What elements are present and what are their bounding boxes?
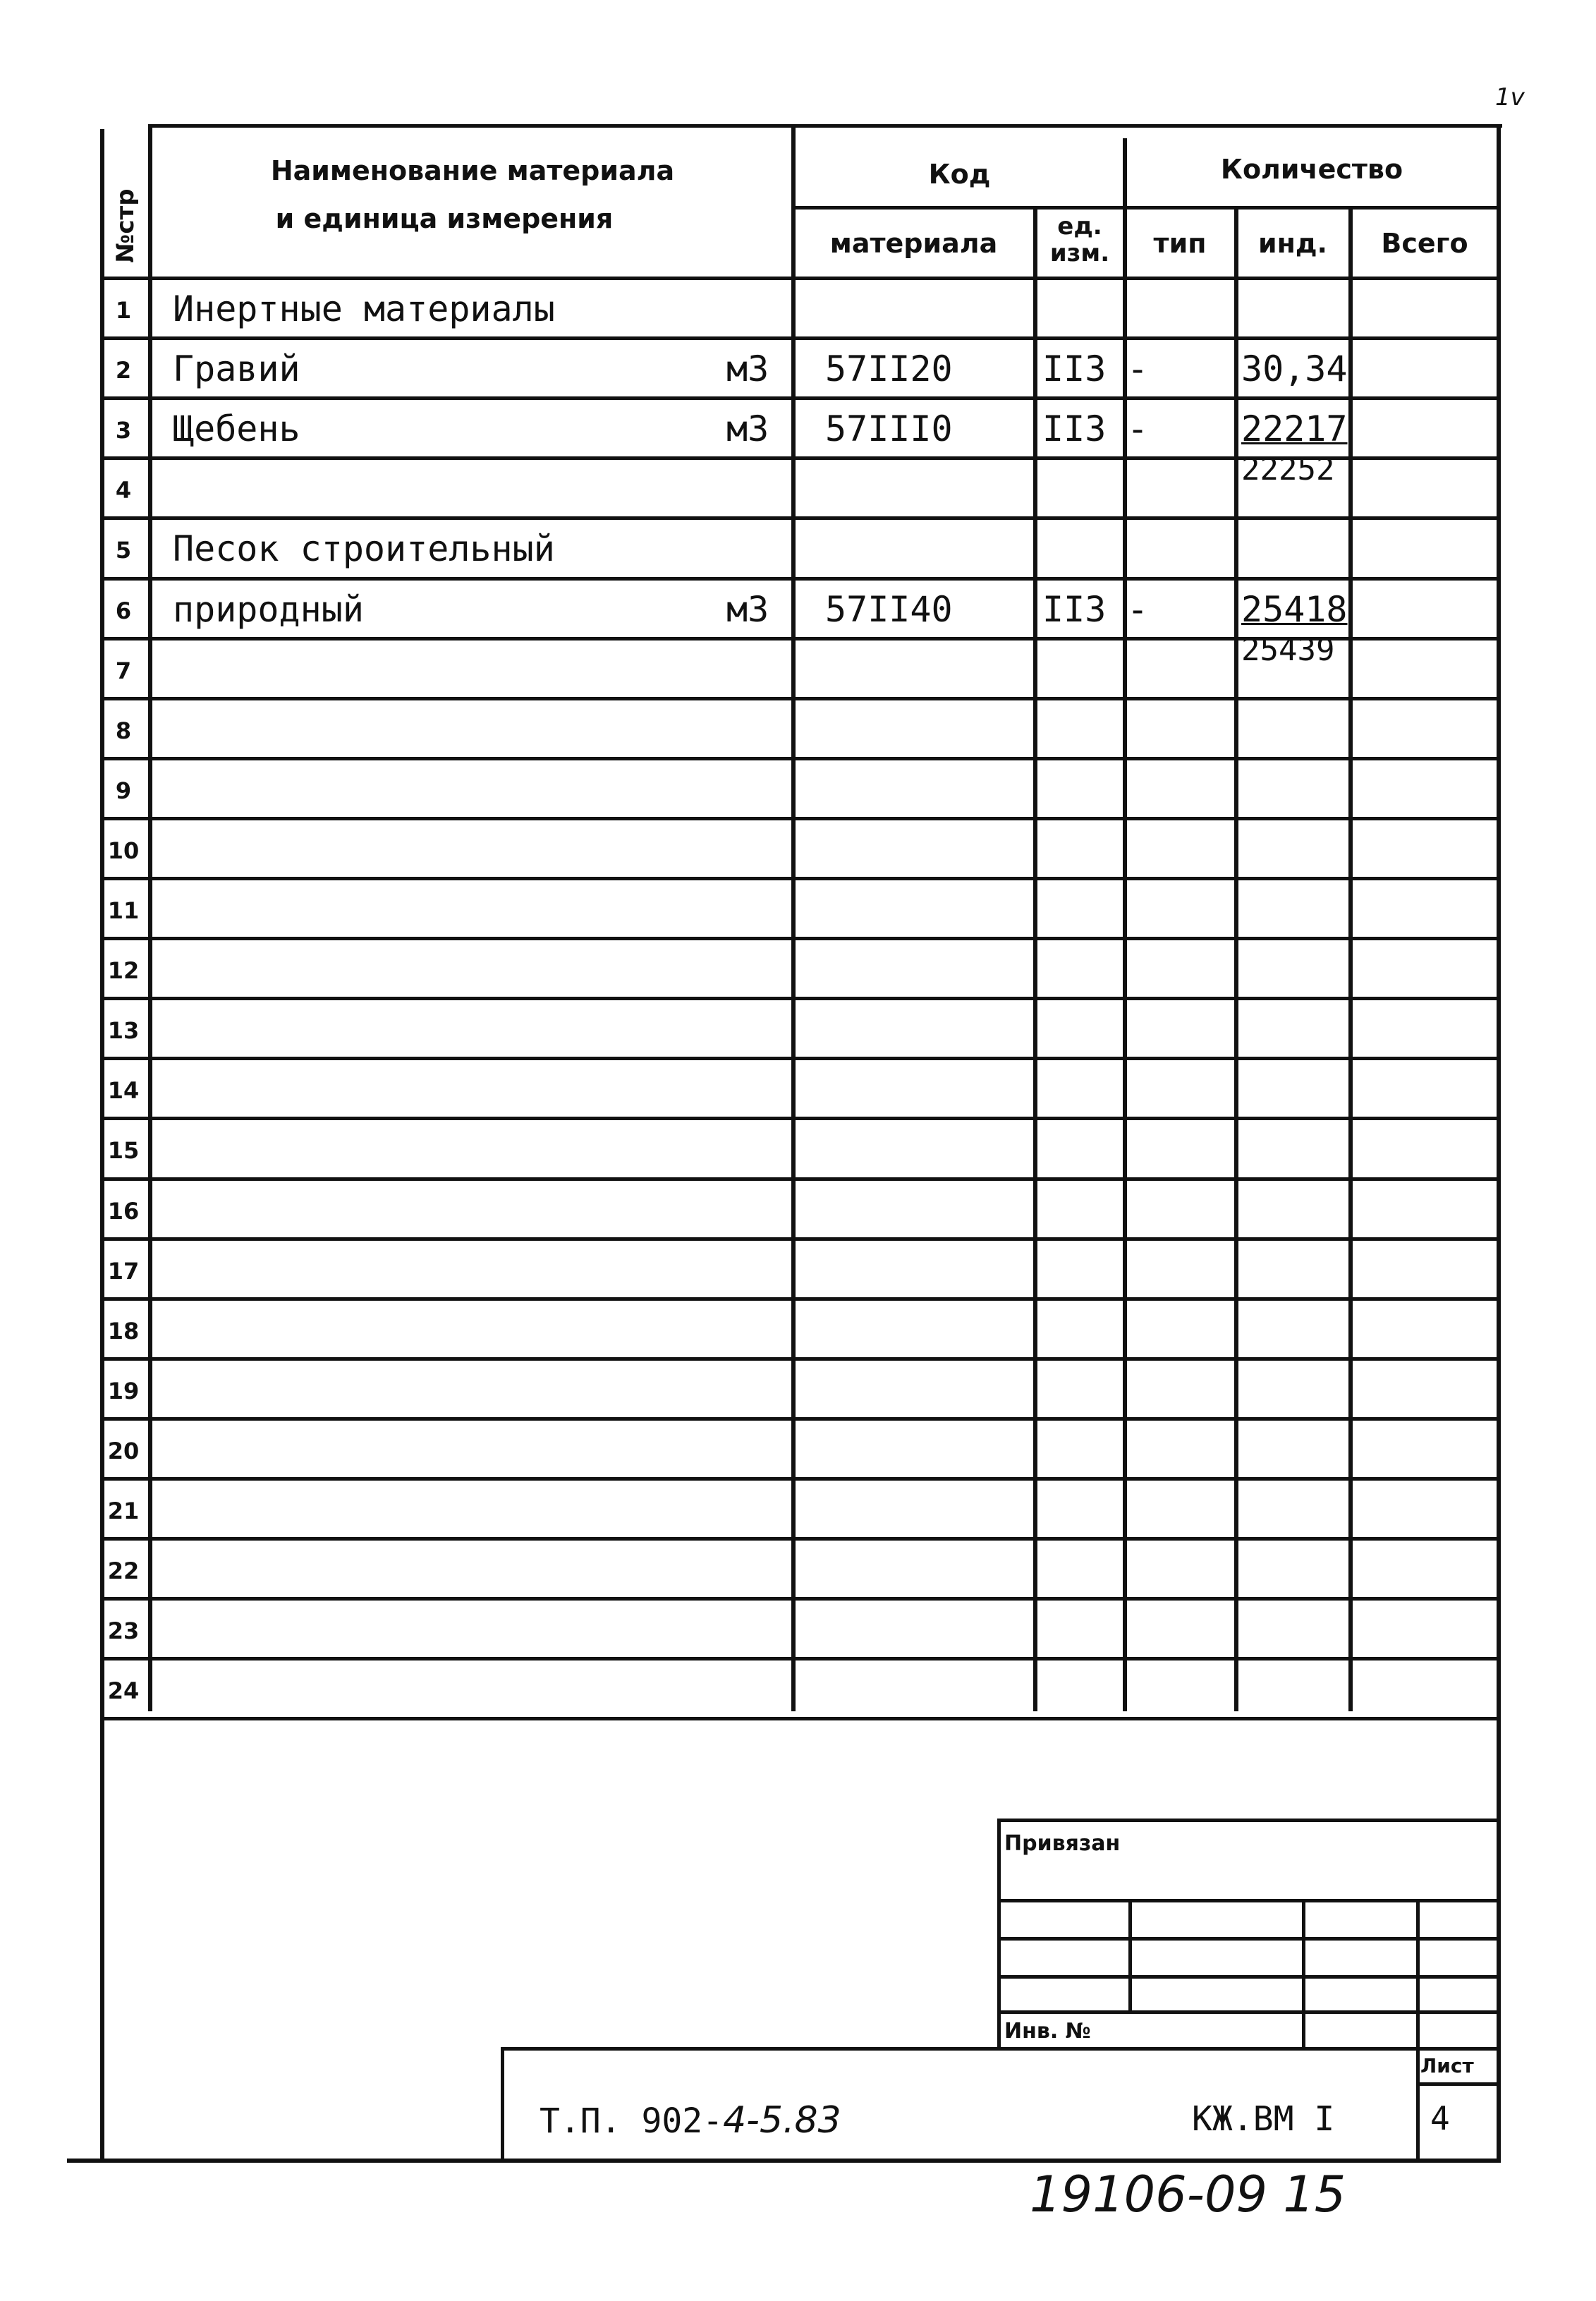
stamp-title-top	[501, 2047, 1497, 2051]
stamp-bound-line1	[997, 1899, 1497, 1902]
cell-name: Инертные материалы	[173, 289, 555, 329]
stamp-project-no: Т.П. 902-4-5.83	[540, 2099, 841, 2142]
cell-measure: II3	[1042, 408, 1107, 450]
header-col-material: материала	[829, 228, 998, 259]
cell-name: Щебень	[173, 408, 300, 450]
row-number: 4	[115, 477, 132, 504]
cell-type: -	[1127, 408, 1149, 450]
header-row-no: №стр	[111, 188, 140, 263]
row-number: 14	[107, 1077, 140, 1105]
row-number: 22	[107, 1558, 140, 1585]
row-number: 1	[115, 297, 132, 324]
row-number: 15	[107, 1137, 140, 1165]
header-col-unit: ед. изм.	[1049, 212, 1110, 267]
stamp-bound-vdiv1	[1128, 1899, 1132, 2012]
cell-code: 57II20	[825, 348, 953, 390]
stamp-title-left	[501, 2047, 504, 2160]
table-row	[100, 1479, 1501, 1539]
row-divider	[100, 1717, 1501, 1720]
row-number: 5	[115, 537, 132, 564]
cell-ind: 25418	[1241, 588, 1348, 630]
cell-unit: м3	[726, 408, 769, 450]
row-number: 23	[107, 1617, 140, 1645]
header-col-total: Всего	[1381, 228, 1468, 259]
row-number: 8	[115, 717, 132, 744]
cell-type: -	[1127, 348, 1149, 390]
stamp-bound-line3	[997, 1975, 1497, 1979]
table-row	[100, 1059, 1501, 1119]
row-number: 10	[107, 837, 140, 864]
table-row	[100, 1599, 1501, 1659]
row-number: 9	[115, 777, 132, 804]
table-row	[100, 1539, 1501, 1599]
row-number: 6	[115, 597, 132, 624]
frame-bottom	[67, 2159, 1499, 2163]
table-row	[100, 1119, 1501, 1179]
header-col-ind: инд.	[1257, 228, 1327, 259]
row-number: 16	[107, 1197, 140, 1225]
cell-name: Гравий	[173, 348, 300, 390]
header-qty-group: Количество	[1220, 154, 1403, 185]
cell-ind: 22252	[1241, 451, 1335, 488]
row-number: 12	[107, 957, 140, 985]
row-number: 18	[107, 1317, 140, 1344]
stamp-sheet-left	[1416, 2047, 1420, 2160]
row-number: 19	[107, 1377, 140, 1404]
row-number: 3	[115, 417, 132, 444]
header-col-type: тип	[1153, 228, 1207, 259]
header-name-line1: Наименование материала	[270, 155, 675, 186]
table-row	[100, 1359, 1501, 1419]
row-number: 13	[107, 1017, 140, 1045]
table-row	[100, 999, 1501, 1059]
table-row	[100, 699, 1501, 759]
frame-top	[148, 124, 1502, 128]
table-row	[100, 1659, 1501, 1719]
stamp-bound-line2	[997, 1937, 1497, 1941]
cell-type: -	[1127, 588, 1149, 630]
header-code-group: Код	[928, 159, 991, 190]
cell-ind: 22217	[1241, 408, 1348, 450]
stamp-bound-vdiv2	[1302, 1899, 1305, 2050]
cell-measure: II3	[1042, 348, 1107, 390]
stamp-sheet-label: Лист	[1420, 2054, 1474, 2077]
header-subline	[791, 206, 1501, 210]
cell-unit: м3	[726, 588, 769, 630]
header-name-line2: и единица измерения	[275, 203, 614, 234]
cell-unit: м3	[726, 348, 769, 390]
table-row	[100, 759, 1501, 819]
table-row	[100, 939, 1501, 999]
stamp-inv-label: Инв. №	[1004, 2019, 1091, 2044]
archive-number: 19106-09 15	[1030, 2166, 1346, 2223]
stamp-sheet-no: 4	[1430, 2099, 1450, 2137]
cell-code: 57III0	[825, 408, 953, 450]
table-row	[100, 1299, 1501, 1359]
table-row	[100, 819, 1501, 879]
cell-name: природный	[173, 588, 364, 630]
table-row	[100, 1239, 1501, 1299]
row-number: 7	[115, 657, 132, 684]
stamp-bound-left	[997, 1819, 1001, 2050]
row-number: 21	[107, 1498, 140, 1524]
stamp-bound-vdiv3	[1416, 1899, 1420, 2050]
row-number: 2	[115, 357, 132, 384]
corner-mark: 1v	[1495, 83, 1525, 111]
row-number: 17	[107, 1257, 140, 1285]
table-row	[100, 1419, 1501, 1479]
stamp-doc-code: КЖ.ВМ I	[1192, 2099, 1335, 2139]
cell-measure: II3	[1042, 588, 1107, 630]
cell-ind: 30,34	[1241, 348, 1348, 390]
cell-ind: 25439	[1241, 631, 1335, 668]
row-number: 11	[107, 897, 140, 924]
row-number: 24	[107, 1677, 140, 1705]
stamp-bound-label: Привязан	[1004, 1831, 1121, 1856]
cell-code: 57II40	[825, 588, 953, 630]
cell-name: Песок строительный	[173, 528, 555, 570]
stamp-bound-top	[997, 1819, 1497, 1822]
table-row	[100, 1179, 1501, 1239]
table-row	[100, 879, 1501, 939]
stamp-bound-line4	[997, 2010, 1497, 2014]
row-number: 20	[107, 1437, 140, 1464]
stamp-sheet-divider	[1416, 2082, 1497, 2086]
